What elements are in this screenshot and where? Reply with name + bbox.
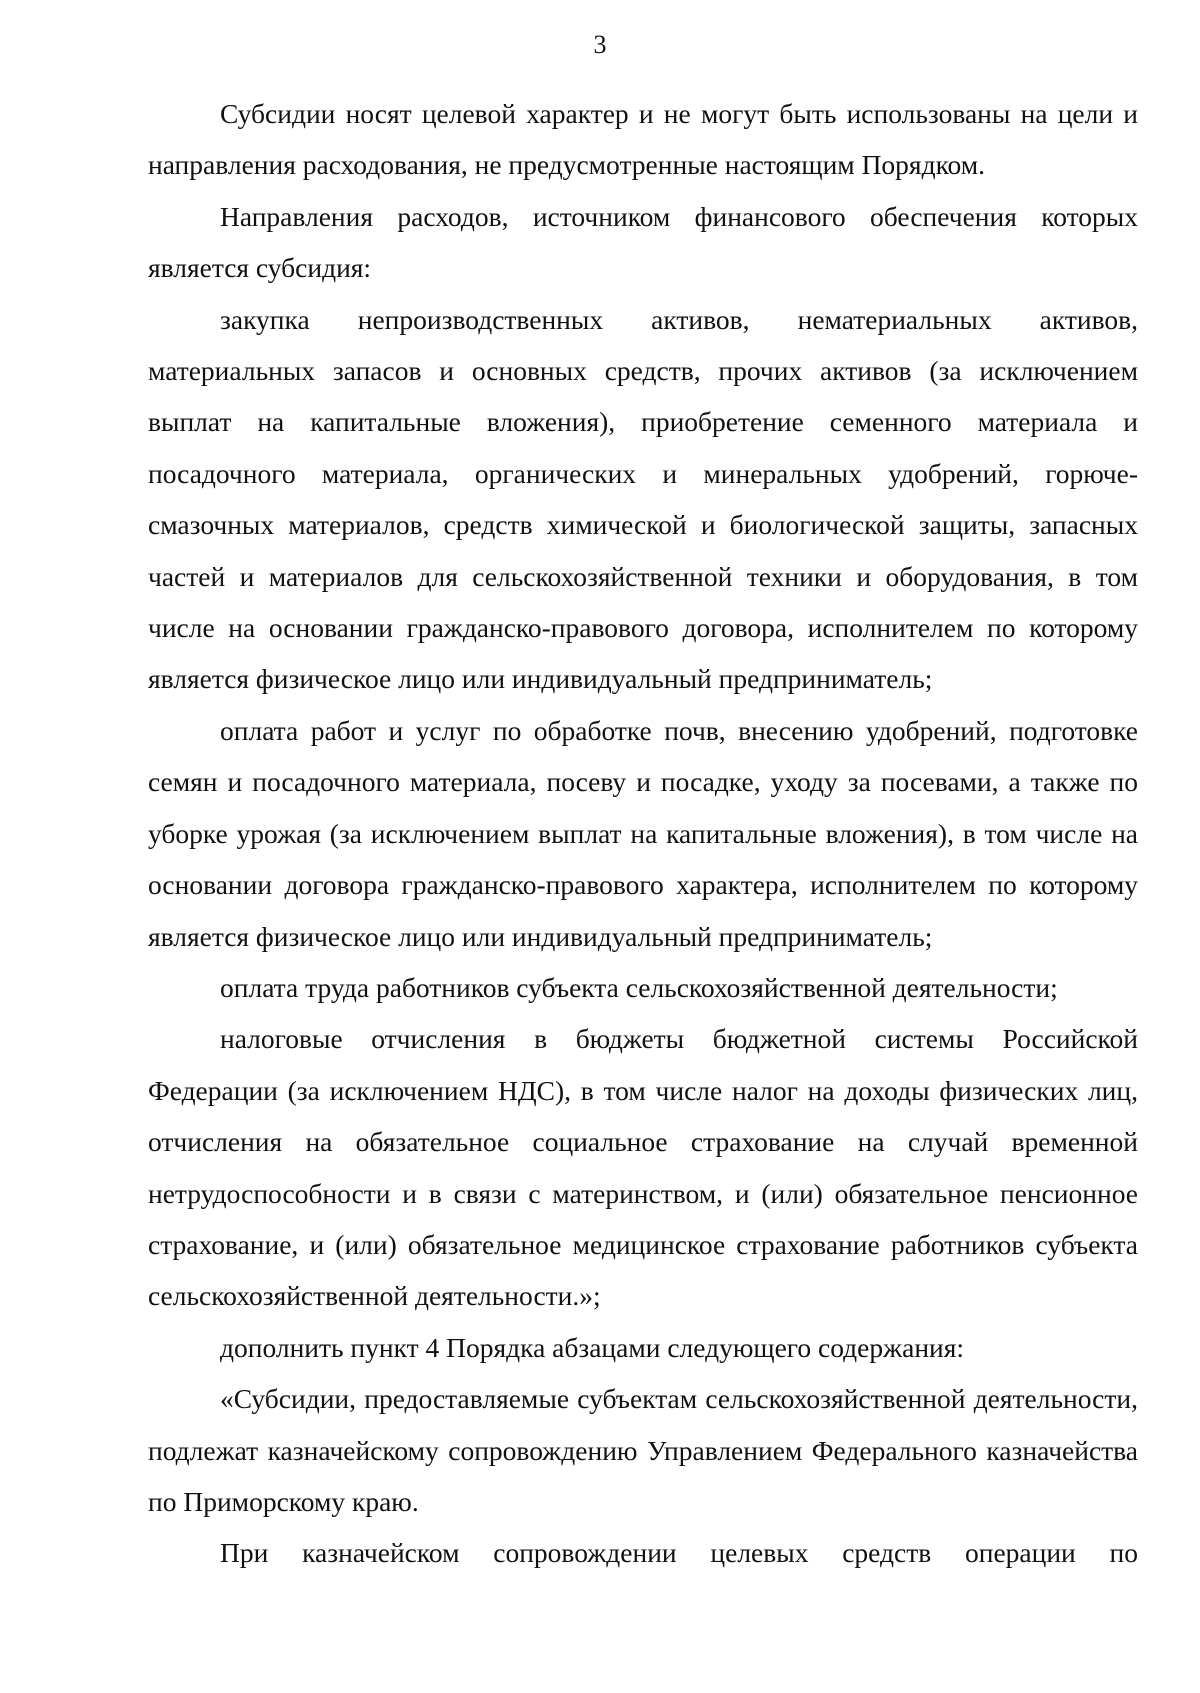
paragraph-tax-deductions: налоговые отчисления в бюджеты бюджетной системы Российской Федерации (за исключением НДС), в том числе налог на доходы физических лиц, отчисления на обязательное социальное страхование на случай временной нетрудоспособности и в связи с материнством, и (или) обязательное пенсионное страхование, и (или) обязательное медицинское страхование работников субъекта сельскохозяйственной деятельности.»; <box>148 1023 1138 1312</box>
paragraph-treasury-operations: При казначейском сопровождении целевых средств операции по <box>220 1537 1138 1569</box>
document-body <box>148 88 1138 1579</box>
paragraph-amendment-intro: дополнить пункт 4 Порядка абзацами следующего содержания: <box>220 1331 965 1363</box>
paragraph-work-services: оплата работ и услуг по обработке почв, внесению удобрений, подготовке семян и посадочного материала, посеву и посадке, уходу за посевами, а также по уборке урожая (за исключением выплат на капитальные вложения), в том числе на основании договора гражданско-правового характера, исполнителем по которому является физическое лицо или индивидуальный предприниматель; <box>148 714 1138 952</box>
paragraph-expense-directions: Направления расходов, источником финансового обеспечения которых является субсидия: <box>148 200 1138 284</box>
paragraph-purpose: Субсидии носят целевой характер и не могут быть использованы на цели и направления расходования, не предусмотренные настоящим Порядком. <box>148 98 1138 181</box>
paragraph-asset-purchase: закупка непроизводственных активов, нематериальных активов, материальных запасов и основных средств, прочих активов (за исключением выплат на капитальные вложения), приобретение семенного материала и посадочного материала, органических и минеральных удобрений, горюче-смазочных материалов, средств химической и биологической защиты, запасных частей и материалов для сельскохозяйственной техники и оборудования, в том числе на основании гражданско-правового договора, исполнителем по которому является физическое лицо или индивидуальный предприниматель; <box>148 303 1138 695</box>
paragraph-treasury-support: «Субсидии, предоставляемые субъектам сельскохозяйственной деятельности, подлежат казначейскому сопровождению Управлением Федерального казначейства по Приморскому краю. <box>148 1383 1138 1517</box>
page-number: 3 <box>593 30 607 59</box>
paragraph-labor-payment: оплата труда работников субъекта сельскохозяйственной деятельности; <box>220 971 1058 1003</box>
